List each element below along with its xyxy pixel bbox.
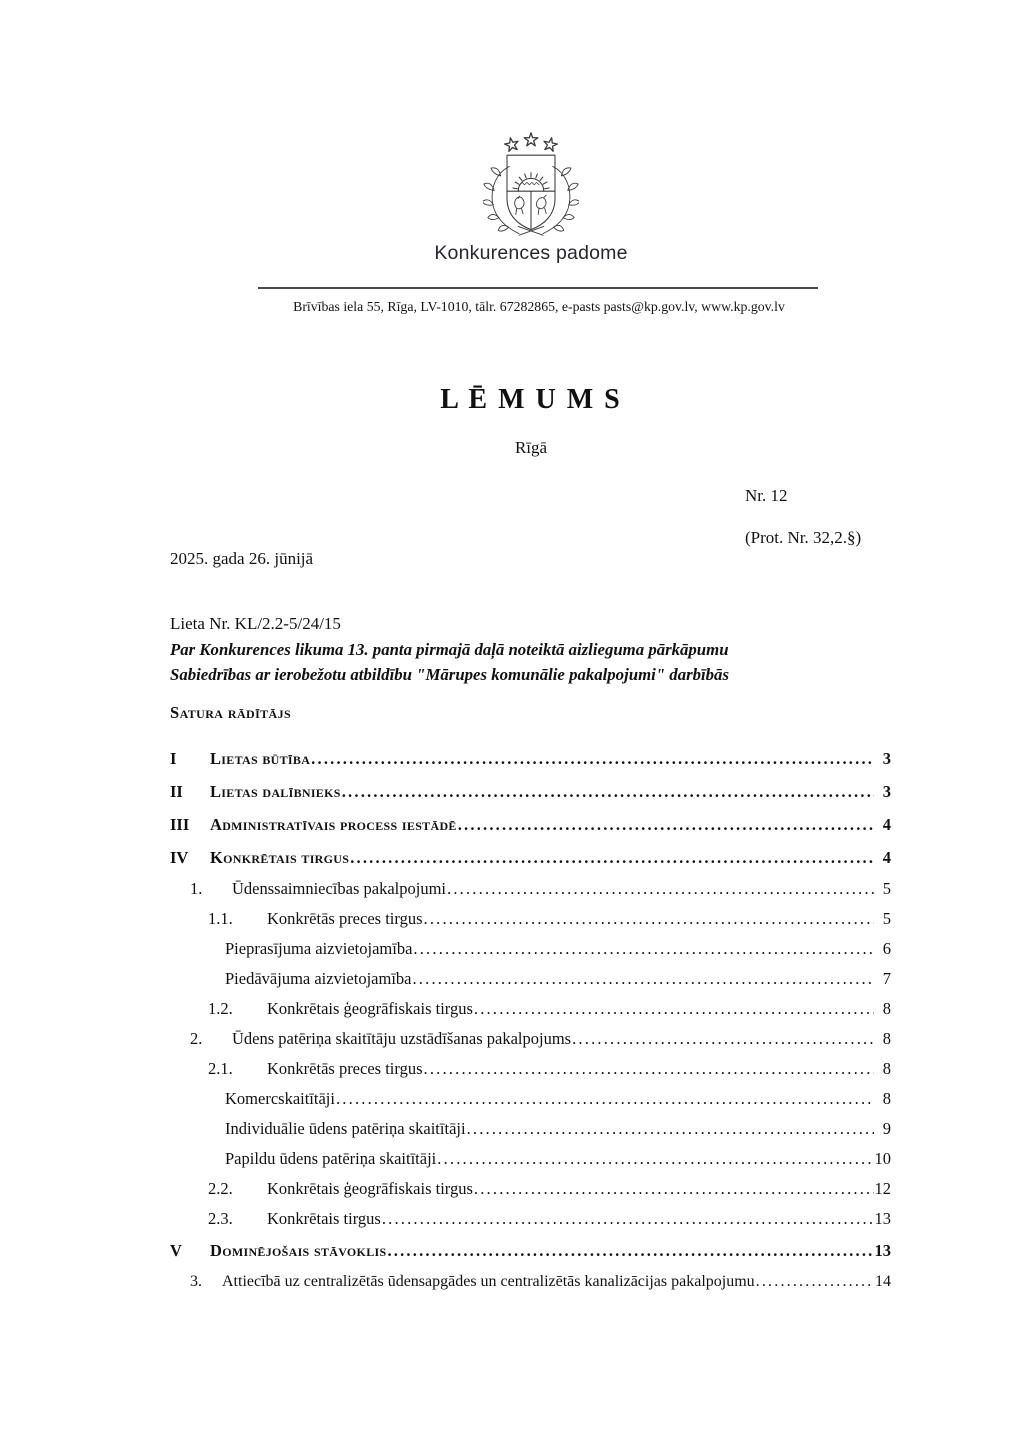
toc-entry-label: Administratīvais process iestādē bbox=[210, 815, 457, 834]
toc-entry-page: 8 bbox=[882, 1059, 891, 1078]
toc-dot-leader bbox=[311, 742, 874, 775]
toc-entry-page: 8 bbox=[882, 999, 891, 1018]
toc-dot-leader bbox=[467, 1114, 874, 1144]
toc-entry bbox=[170, 1084, 891, 1114]
toc-dot-leader bbox=[572, 1024, 874, 1054]
toc-entry bbox=[170, 1024, 891, 1054]
document-subject bbox=[170, 637, 892, 687]
toc-entry-page: 4 bbox=[882, 815, 891, 834]
toc-dot-leader bbox=[424, 1054, 875, 1084]
toc-entry-label: Konkrētais ģeogrāfiskais tirgus bbox=[267, 999, 473, 1018]
toc-entry bbox=[170, 1114, 891, 1144]
toc-entry-number: 2.1. bbox=[208, 1059, 233, 1078]
toc-entry-page: 5 bbox=[882, 909, 891, 928]
toc-entry-page: 8 bbox=[882, 1029, 891, 1048]
toc-entry-page: 9 bbox=[882, 1119, 891, 1138]
toc-dot-leader bbox=[413, 934, 874, 964]
toc-entry-number: V bbox=[170, 1241, 182, 1260]
toc-entry-number: III bbox=[170, 815, 190, 834]
toc-entry bbox=[170, 841, 891, 874]
document-title: L Ē M U M S bbox=[440, 384, 622, 415]
header-divider bbox=[258, 287, 818, 289]
toc-entry-number: 2.2. bbox=[208, 1179, 233, 1198]
toc-entry-number: 2.3. bbox=[208, 1209, 233, 1228]
toc-entry-page: 12 bbox=[874, 1179, 891, 1198]
subject-line-2: Sabiedrības ar ierobežotu atbildību "Mārupes komunālie pakalpojumi" darbībās bbox=[170, 665, 729, 684]
org-address-line: Brīvības iela 55, Rīga, LV-1010, tālr. 67282865, e-pasts pasts@kp.gov.lv, www.kp.gov.lv bbox=[293, 299, 785, 314]
org-logo bbox=[483, 131, 579, 241]
toc-dot-leader bbox=[387, 1234, 873, 1267]
toc-entry-number: 1.1. bbox=[208, 909, 233, 928]
toc-entry bbox=[170, 1234, 891, 1267]
toc-dot-leader bbox=[412, 964, 874, 994]
document-place: Rīgā bbox=[514, 438, 548, 457]
toc-dot-leader bbox=[756, 1267, 874, 1297]
toc-entry-page: 5 bbox=[882, 879, 891, 898]
document-protocol: (Prot. Nr. 32,2.§) bbox=[745, 528, 862, 547]
toc-dot-leader bbox=[458, 808, 874, 841]
toc-entry-label: Individuālie ūdens patēriņa skaitītāji bbox=[225, 1119, 466, 1138]
toc-entry bbox=[170, 934, 891, 964]
griffin-icon bbox=[536, 195, 546, 214]
toc-entry-label: Papildu ūdens patēriņa skaitītāji bbox=[225, 1149, 437, 1168]
lion-icon bbox=[515, 196, 524, 214]
toc-dot-leader bbox=[474, 994, 874, 1024]
toc-entry-label: Konkrētās preces tirgus bbox=[267, 909, 423, 928]
toc-entry-label: Ūdens patēriņa skaitītāju uzstādīšanas pakalpojums bbox=[232, 1029, 572, 1048]
toc-entry bbox=[170, 1174, 891, 1204]
toc-dot-leader bbox=[382, 1204, 874, 1234]
toc-entry bbox=[170, 964, 891, 994]
toc-entry-number: 2. bbox=[190, 1029, 203, 1048]
toc-entry-number: 3. bbox=[190, 1273, 202, 1290]
toc-dot-leader bbox=[447, 874, 874, 904]
toc-entry-number: 1.2. bbox=[208, 999, 233, 1018]
toc-entry-page: 3 bbox=[882, 749, 891, 768]
toc-entry-label: Lietas būtība bbox=[210, 749, 311, 768]
case-number: Lieta Nr. KL/2.2-5/24/15 bbox=[170, 614, 341, 633]
toc-entry bbox=[170, 874, 891, 904]
shield-icon bbox=[507, 155, 555, 229]
subject-line-1: Par Konkurences likuma 13. panta pirmajā daļā noteiktā aizlieguma pārkāpumu bbox=[170, 640, 729, 659]
toc-entry-page: 13 bbox=[874, 1209, 891, 1228]
org-name: Konkurences padome bbox=[434, 242, 628, 264]
toc-dot-leader bbox=[336, 1084, 874, 1114]
toc-entry bbox=[170, 1204, 891, 1234]
document-date: 2025. gada 26. jūnijā bbox=[170, 549, 314, 568]
toc-entry-number: I bbox=[170, 749, 177, 768]
toc-dot-leader bbox=[424, 904, 875, 934]
toc-entry bbox=[170, 994, 891, 1024]
toc-entry-label: Piedāvājuma aizvietojamība bbox=[225, 969, 412, 988]
toc-entry-label: Attiecībā uz centralizētās ūdensapgādes un centralizētās kanalizācijas pakalpojumu bbox=[222, 1273, 755, 1290]
toc-heading: Satura rādītājs bbox=[170, 703, 292, 722]
toc-entry-page: 7 bbox=[882, 969, 891, 988]
toc-dot-leader bbox=[437, 1144, 873, 1174]
toc-entry-label: Dominējošais stāvoklis bbox=[210, 1241, 387, 1260]
toc-dot-leader bbox=[350, 841, 874, 874]
toc-entry-number: II bbox=[170, 782, 183, 801]
toc-entry bbox=[170, 904, 891, 934]
toc-entry bbox=[170, 808, 891, 841]
toc-entry-label: Konkrētās preces tirgus bbox=[267, 1059, 423, 1078]
toc-entry bbox=[170, 742, 891, 775]
toc-entry-number: IV bbox=[170, 848, 189, 867]
toc-entry bbox=[170, 1054, 891, 1084]
toc bbox=[170, 742, 891, 1297]
toc-entry-page: 3 bbox=[882, 782, 891, 801]
toc-entry-page: 8 bbox=[882, 1089, 891, 1108]
toc-entry bbox=[170, 1267, 891, 1297]
toc-entry-label: Komercskaitītāji bbox=[225, 1089, 335, 1108]
toc-entry-page: 13 bbox=[874, 1241, 891, 1260]
toc-entry-label: Lietas dalībnieks bbox=[210, 782, 341, 801]
latvia-coat-of-arms-icon bbox=[483, 131, 579, 241]
document-number: Nr. 12 bbox=[745, 486, 788, 505]
stars-icon bbox=[504, 133, 559, 152]
toc-entry-number: 1. bbox=[190, 879, 203, 898]
toc-dot-leader bbox=[474, 1174, 874, 1204]
toc-entry-label: Konkrētais ģeogrāfiskais tirgus bbox=[267, 1179, 473, 1198]
toc-entry-page: 6 bbox=[882, 939, 891, 958]
toc-entry-label: Pieprasījuma aizvietojamība bbox=[225, 939, 413, 958]
toc-entry-label: Konkrētais tirgus bbox=[210, 848, 350, 867]
toc-entry bbox=[170, 1144, 891, 1174]
toc-entry-page: 10 bbox=[874, 1149, 891, 1168]
toc-entry-label: Ūdenssaimniecības pakalpojumi bbox=[232, 879, 446, 898]
toc-entry bbox=[170, 775, 891, 808]
toc-entry-label: Konkrētais tirgus bbox=[267, 1209, 381, 1228]
toc-entry-page: 4 bbox=[882, 848, 891, 867]
toc-dot-leader bbox=[342, 775, 874, 808]
toc-entry-page: 14 bbox=[875, 1273, 891, 1290]
